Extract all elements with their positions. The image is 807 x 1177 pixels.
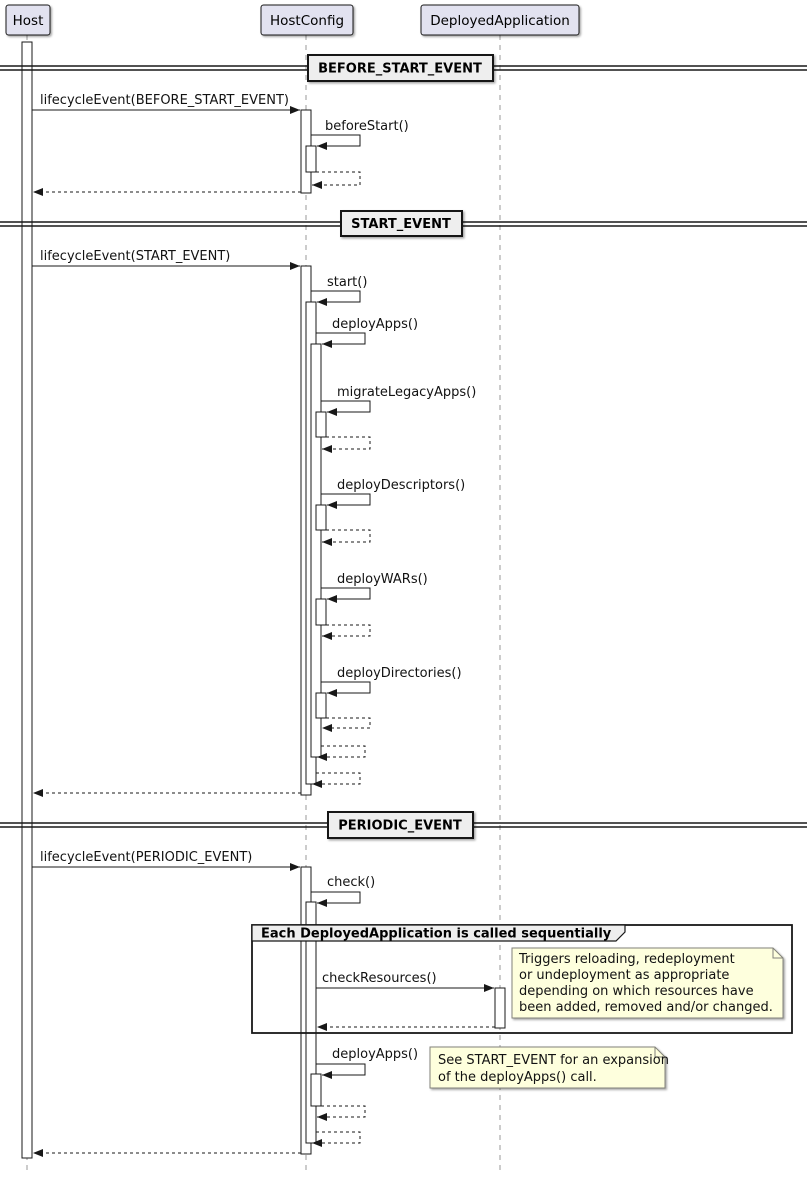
message-arrow-deployapps-periodic xyxy=(316,1064,365,1075)
message-label-deploywars: deployWARs() xyxy=(337,572,428,587)
participant-host-label: Host xyxy=(12,13,44,29)
message-label-lifecycle-periodic: lifecycleEvent(PERIODIC_EVENT) xyxy=(40,850,253,865)
activation-bar-deploydescriptors xyxy=(316,505,326,530)
message-arrow-deploywars xyxy=(321,588,370,599)
return-arrow-deploydirectories xyxy=(322,718,370,728)
divider-label: START_EVENT xyxy=(351,217,451,232)
divider-label: BEFORE_START_EVENT xyxy=(318,61,482,77)
activation-bar-deployapps-periodic xyxy=(311,1074,321,1106)
return-arrow-deployapps-periodic xyxy=(317,1106,365,1117)
message-label-deployapps-periodic: deployApps() xyxy=(332,1047,419,1062)
message-arrow-beforestart xyxy=(311,135,360,146)
message-label-lifecycle-before-start: lifecycleEvent(BEFORE_START_EVENT) xyxy=(40,93,289,108)
lifelines xyxy=(27,35,500,1172)
activation-bar-deployedapplication xyxy=(495,988,505,1028)
note-line: depending on which resources have xyxy=(519,984,754,999)
return-arrow-start xyxy=(312,773,360,784)
divider-start-event xyxy=(0,211,807,236)
message-label-deploydirectories: deployDirectories() xyxy=(337,666,462,681)
note-check-resources xyxy=(512,948,783,1018)
message-arrow-deployapps xyxy=(316,333,365,344)
section-periodic-event xyxy=(32,850,792,1153)
message-arrow-deploydescriptors xyxy=(321,494,370,505)
note-line: been added, removed and/or changed. xyxy=(519,1000,773,1015)
message-label-lifecycle-start: lifecycleEvent(START_EVENT) xyxy=(40,249,231,264)
divider-before-start-event xyxy=(0,55,807,81)
activation-bar-beforestart xyxy=(306,146,316,172)
divider-label: PERIODIC_EVENT xyxy=(338,818,462,834)
return-arrow-beforestart xyxy=(312,172,360,185)
section-start-event xyxy=(32,249,476,793)
message-label-deploydescriptors: deployDescriptors() xyxy=(337,478,466,493)
return-arrow-deploywars xyxy=(322,625,370,636)
message-arrow-migratelegacyapps xyxy=(321,401,370,412)
message-arrow-check xyxy=(311,892,360,903)
return-arrow-deploydescriptors xyxy=(322,530,370,542)
note-deploy-apps xyxy=(430,1047,669,1088)
message-label-checkresources: checkResources() xyxy=(322,971,437,986)
note-line: or undeployment as appropriate xyxy=(519,968,730,983)
message-label-deployapps: deployApps() xyxy=(332,317,419,332)
message-label-beforestart: beforeStart() xyxy=(325,119,409,134)
note-line: See START_EVENT for an expansion xyxy=(438,1053,669,1068)
note-line: Triggers reloading, redeployment xyxy=(519,952,735,967)
activation-bar-host xyxy=(22,42,32,1158)
message-arrow-deploydirectories xyxy=(321,682,370,693)
return-arrow-migratelegacyapps xyxy=(322,437,370,449)
return-arrow-check xyxy=(312,1132,360,1143)
section-before-start-event xyxy=(32,93,409,192)
activation-bar-deploywars xyxy=(316,599,326,625)
divider-periodic-event xyxy=(0,812,807,838)
return-arrow-deployapps xyxy=(317,746,365,757)
activation-bar-deploydirectories xyxy=(316,693,326,718)
participants xyxy=(6,5,579,35)
message-arrow-start xyxy=(311,291,360,302)
message-label-migratelegacyapps: migrateLegacyApps() xyxy=(337,385,477,400)
participant-deployedapplication-label: DeployedApplication xyxy=(430,13,570,29)
note-line: of the deployApps() call. xyxy=(438,1070,597,1085)
group-frame-title: Each DeployedApplication is called sequentially xyxy=(261,926,612,942)
message-label-start: start() xyxy=(327,275,368,290)
activation-bars xyxy=(22,42,505,1158)
participant-hostconfig-label: HostConfig xyxy=(269,13,345,29)
activation-bar-migratelegacyapps xyxy=(316,412,326,437)
message-label-check: check() xyxy=(327,875,376,890)
